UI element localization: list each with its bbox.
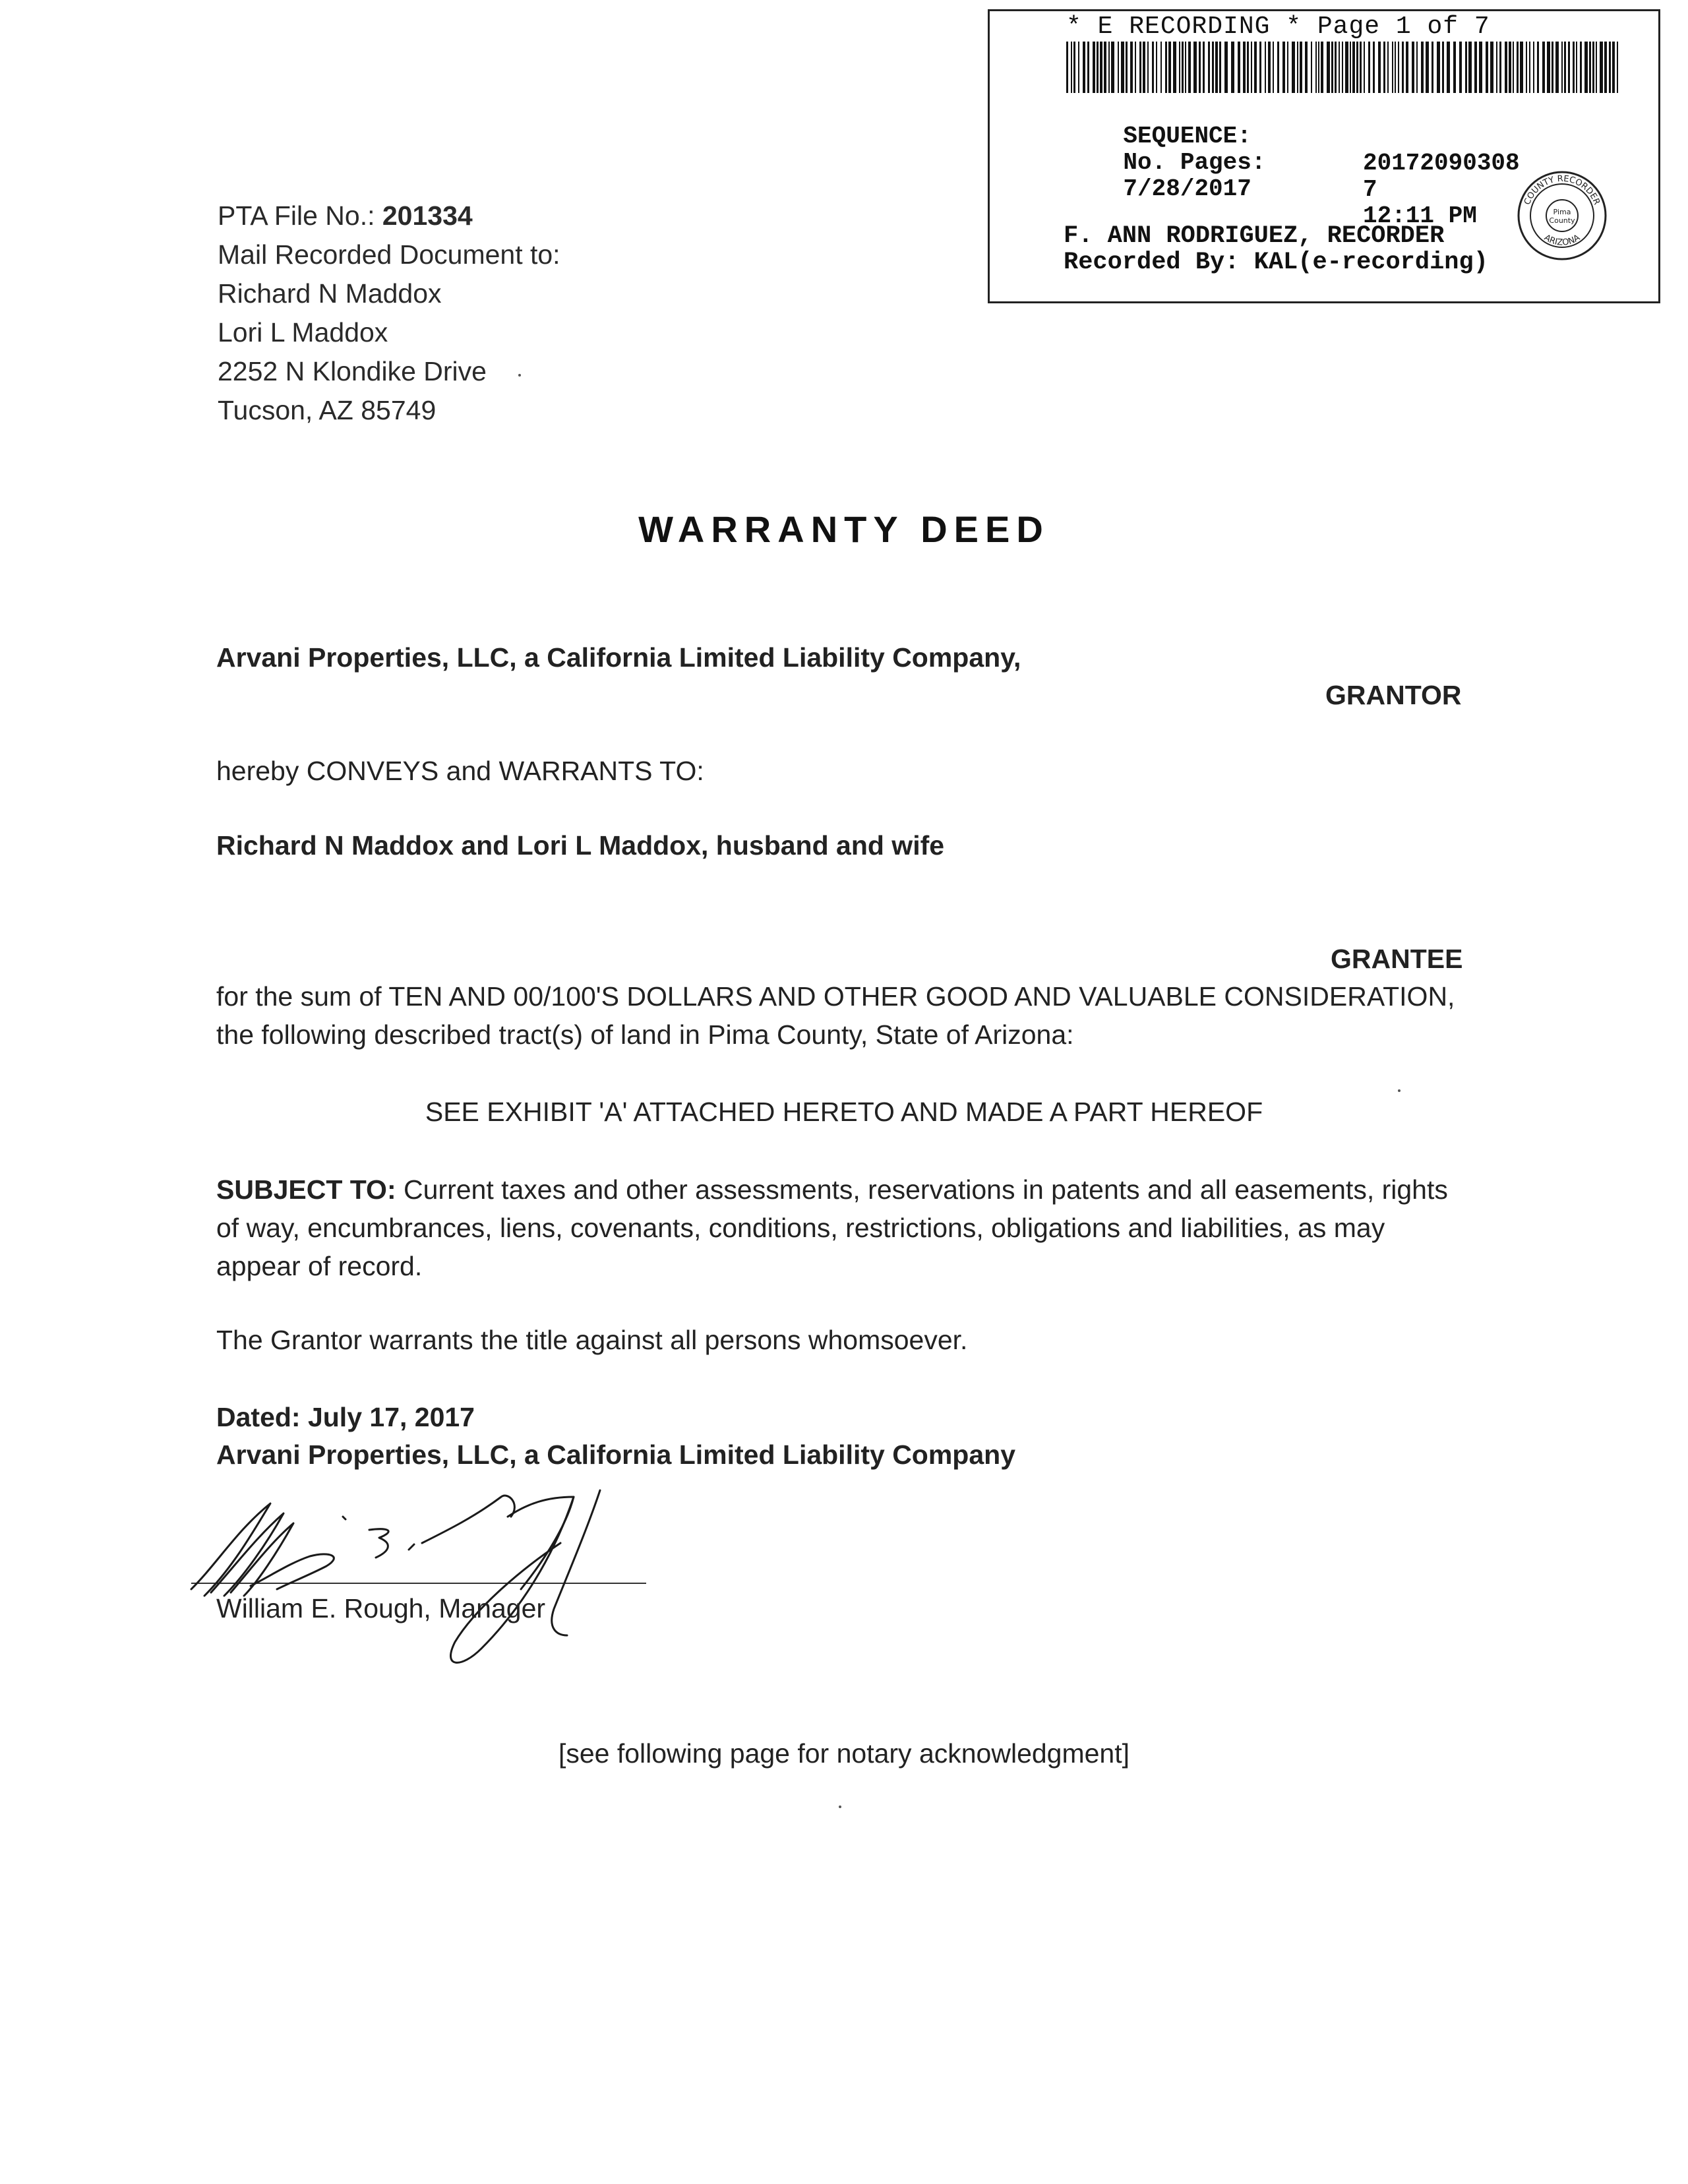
recipient-street: 2252 N Klondike Drive [218, 356, 487, 386]
subject-to-text: Current taxes and other assessments, reservations in patents and all easements, rights of way, encumbrances, liens, covenants, conditions, restrictions, obligations and liabilities, as may appear of record. [216, 1174, 1448, 1281]
barcode-bar [1612, 42, 1615, 93]
barcode-bar [1143, 42, 1145, 93]
barcode-bar [1327, 42, 1330, 93]
barcode-bar [1552, 42, 1553, 93]
barcode-bar [1203, 42, 1205, 93]
barcode-bar [1078, 42, 1079, 93]
barcode-bar [1212, 42, 1214, 93]
barcode-bar [1490, 42, 1493, 93]
barcode-bar [1505, 42, 1507, 93]
file-number-label: PTA File No.: [218, 200, 382, 231]
barcode-bar [1251, 42, 1252, 93]
barcode-bar [1600, 42, 1603, 93]
document-title: WARRANTY DEED [638, 508, 1050, 550]
barcode-bar [1097, 42, 1099, 93]
recipient-city: Tucson, AZ 85749 [218, 395, 437, 425]
barcode-bar [1193, 42, 1197, 93]
barcode-bar [1100, 42, 1102, 93]
barcode-bar [1402, 42, 1404, 93]
barcode-bar [1398, 42, 1399, 93]
grantor-label: GRANTOR [1325, 680, 1462, 710]
warranty-statement: The Grantor warrants the title against all persons whomsoever. [216, 1325, 968, 1355]
barcode-bar [1139, 42, 1141, 93]
barcode-bar [1104, 42, 1106, 93]
barcode-bar [1378, 42, 1381, 93]
barcode-bar [1135, 42, 1136, 93]
barcode-bar [1238, 42, 1240, 93]
stamp-header: * E RECORDING * Page 1 of 7 [1066, 13, 1490, 41]
barcode-bar [1542, 42, 1545, 93]
signing-company: Arvani Properties, LLC, a California Limited Liability Company [216, 1440, 1016, 1470]
barcode-bar [1555, 42, 1559, 93]
mailing-block [218, 197, 560, 430]
grantee-name: Richard N Maddox and Lori L Maddox, husband and wife [216, 830, 945, 861]
barcode-bar [1592, 42, 1594, 93]
barcode-bar [1292, 42, 1295, 93]
barcode-bar [1596, 42, 1597, 93]
barcode-bar [1526, 42, 1527, 93]
consideration-clause: for the sum of TEN AND 00/100'S DOLLARS AND OTHER GOOD AND VALUABLE CONSIDERATION, the following described tract(s) of land in Pima County, State of Arizona: [216, 981, 1455, 1050]
recording-time: 12:11 PM [1363, 202, 1477, 229]
barcode-bar [1173, 42, 1176, 93]
scan-speck [518, 374, 521, 377]
handwritten-signature [178, 1477, 771, 1675]
svg-text:COUNTY RECORDER: COUNTY RECORDER [1522, 173, 1602, 206]
barcode-bar [1305, 42, 1308, 93]
barcode-bar [1335, 42, 1337, 93]
recorded-by: Recorded By: KAL(e-recording) [1064, 249, 1488, 276]
barcode-bar [1479, 42, 1482, 93]
barcode-bar [1364, 42, 1365, 93]
barcode-bar [1199, 42, 1201, 93]
barcode-bar [1474, 42, 1477, 93]
barcode-bar [1387, 42, 1389, 93]
barcode-bar [1315, 42, 1317, 93]
barcode-bar [1496, 42, 1497, 93]
file-number: 201334 [382, 200, 473, 231]
barcode-bar [1561, 42, 1563, 93]
barcode-bar [1318, 42, 1319, 93]
barcode-bar [1118, 42, 1119, 93]
signer-name: William E. Rough, Manager [216, 1593, 546, 1623]
barcode-bar [1580, 42, 1582, 93]
barcode-bar [1517, 42, 1519, 93]
barcode-bar [1188, 42, 1191, 93]
barcode-bar [1179, 42, 1180, 93]
barcode-bar [1345, 42, 1348, 93]
barcode-bar [1259, 42, 1261, 93]
notary-note: [see following page for notary acknowledgment] [558, 1738, 1130, 1769]
barcode-bar [1568, 42, 1570, 93]
barcode-bar [1152, 42, 1154, 93]
barcode-bar [1254, 42, 1257, 93]
barcode-bar [1547, 42, 1550, 93]
barcode-bar [1300, 42, 1302, 93]
barcode-bar [1453, 42, 1456, 93]
barcode-bar [1416, 42, 1418, 93]
barcode-bar [1168, 42, 1171, 93]
barcode-bar [1529, 42, 1530, 93]
barcode [1066, 42, 1620, 93]
barcode-bar [1406, 42, 1408, 93]
barcode-bar [1533, 42, 1534, 93]
grantee-label: GRANTEE [1331, 944, 1463, 974]
scan-speck [1398, 1089, 1401, 1092]
pages-value: 7 [1363, 176, 1377, 203]
barcode-bar [1589, 42, 1591, 93]
barcode-bar [1311, 42, 1312, 93]
sequence-label: SEQUENCE: [1123, 123, 1251, 150]
barcode-bar [1573, 42, 1575, 93]
barcode-bar [1564, 42, 1566, 93]
barcode-bar [1093, 42, 1095, 93]
barcode-bar [1383, 42, 1385, 93]
conveys-clause: hereby CONVEYS and WARRANTS TO: [216, 756, 704, 786]
dated-line: Dated: July 17, 2017 [216, 1402, 475, 1432]
barcode-bar [1584, 42, 1588, 93]
barcode-bar [1243, 42, 1246, 93]
barcode-bar [1277, 42, 1279, 93]
exhibit-reference: SEE EXHIBIT 'A' ATTACHED HERETO AND MADE A PART HEREOF [425, 1097, 1263, 1127]
scan-speck [839, 1805, 841, 1808]
barcode-bar [1231, 42, 1234, 93]
barcode-bar [1513, 42, 1514, 93]
barcode-bar [1268, 42, 1271, 93]
barcode-bar [1373, 42, 1375, 93]
barcode-bar [1356, 42, 1358, 93]
barcode-bar [1224, 42, 1228, 93]
barcode-bar [1617, 42, 1618, 93]
pages-label: No. Pages: [1123, 149, 1266, 176]
barcode-bar [1215, 42, 1218, 93]
barcode-bar [1520, 42, 1523, 93]
recording-date: 7/28/2017 [1123, 175, 1251, 202]
recipient-name-1: Richard N Maddox [218, 278, 442, 309]
barcode-bar [1432, 42, 1433, 93]
barcode-bar [1071, 42, 1072, 93]
barcode-bar [1087, 42, 1089, 93]
barcode-bar [1321, 42, 1323, 93]
barcode-bar [1165, 42, 1167, 93]
barcode-bar [1331, 42, 1333, 93]
grantor-name: Arvani Properties, LLC, a California Limited Liability Company, [216, 642, 1021, 673]
barcode-bar [1130, 42, 1133, 93]
barcode-bar [1121, 42, 1124, 93]
barcode-bar [1273, 42, 1274, 93]
barcode-bar [1287, 42, 1288, 93]
barcode-bar [1509, 42, 1511, 93]
barcode-bar [1447, 42, 1450, 93]
barcode-bar [1073, 42, 1075, 93]
barcode-bar [1111, 42, 1114, 93]
barcode-bar [1156, 42, 1157, 93]
barcode-bar [1576, 42, 1577, 93]
barcode-bar [1208, 42, 1210, 93]
barcode-bar [1468, 42, 1472, 93]
barcode-bar [1108, 42, 1110, 93]
barcode-bar [1537, 42, 1539, 93]
county-seal-icon [1516, 169, 1608, 262]
barcode-bar [1392, 42, 1393, 93]
barcode-bar [1604, 42, 1607, 93]
recipient-name-2: Lori L Maddox [218, 317, 388, 348]
svg-text:County: County [1549, 216, 1575, 225]
barcode-bar [1147, 42, 1149, 93]
barcode-bar [1083, 42, 1085, 93]
barcode-bar [1160, 42, 1162, 93]
barcode-bar [1609, 42, 1611, 93]
recorder-name: F. ANN RODRIGUEZ, RECORDER [1064, 222, 1445, 250]
sequence-value: 20172090308 [1363, 150, 1520, 177]
barcode-bar [1247, 42, 1249, 93]
barcode-bar [1459, 42, 1462, 93]
recording-stamp [988, 9, 1660, 303]
barcode-bar [1352, 42, 1355, 93]
barcode-bar [1412, 42, 1414, 93]
subject-to-clause [216, 1170, 1469, 1285]
barcode-bar [1360, 42, 1362, 93]
barcode-bar [1499, 42, 1501, 93]
mail-to-label: Mail Recorded Document to: [218, 239, 560, 270]
barcode-bar [1486, 42, 1488, 93]
barcode-bar [1182, 42, 1184, 93]
svg-text:Pima: Pima [1553, 208, 1571, 216]
barcode-bar [1126, 42, 1128, 93]
barcode-bar [1350, 42, 1351, 93]
barcode-bar [1437, 42, 1440, 93]
barcode-bar [1219, 42, 1221, 93]
barcode-bar [1426, 42, 1429, 93]
barcode-bar [1339, 42, 1340, 93]
barcode-bar [1282, 42, 1285, 93]
svg-text:ARIZONA: ARIZONA [1542, 233, 1582, 248]
barcode-bar [1421, 42, 1424, 93]
barcode-bar [1395, 42, 1396, 93]
barcode-bar [1066, 42, 1068, 93]
barcode-bar [1465, 42, 1467, 93]
barcode-bar [1368, 42, 1370, 93]
barcode-bar [1442, 42, 1444, 93]
file-number-line [218, 197, 560, 235]
barcode-bar [1185, 42, 1186, 93]
barcode-bar [1342, 42, 1343, 93]
barcode-bar [1265, 42, 1266, 93]
subject-to-label: SUBJECT TO: [216, 1174, 396, 1205]
barcode-bar [1297, 42, 1298, 93]
